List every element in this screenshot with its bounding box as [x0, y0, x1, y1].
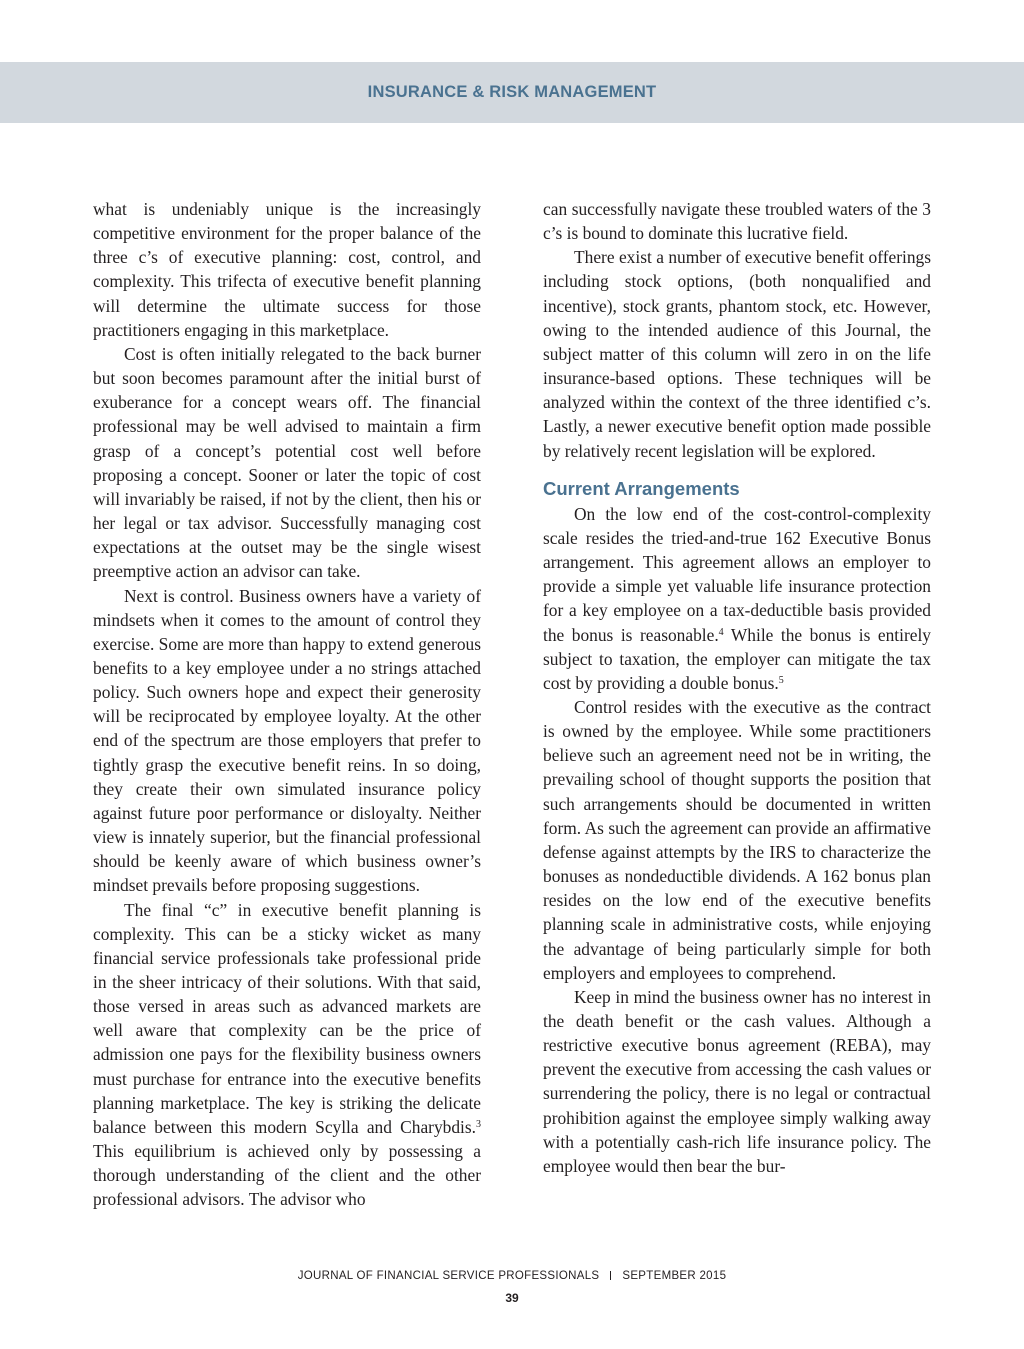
issue-date: SEPTEMBER 2015: [622, 1270, 727, 1282]
section-header: INSURANCE & RISK MANAGEMENT: [367, 83, 657, 101]
left-column: [93, 197, 481, 1212]
header-band: [0, 62, 1024, 123]
paragraph: Control resides with the executive as the contract is owned by the employee. While some practitioners believe such an agreement need not be in writing, the prevailing school of thought supports the position that such arrangements should be documented in written form. As such the agreement can provide an affirmative defense against attempts by the IRS to characterize the bonuses as nondeductible dividends. A 162 bonus plan resides on the low end of the executive benefits planning scale in administrative costs, while enjoying the advantage of being particularly simple for both employers and employees to comprehend.: [543, 696, 931, 983]
paragraph-text: The final “c” in executive benefit planning is complexity. This can be a sticky wicket as many financial service professionals take professional pride in the sheer intricacy of their solutions. With that said, those versed in areas such as advanced markets are well aware that complexity can be the price of admission one pays for the flexibility business owners must purchase for entrance into the executive benefits planning marketplace. The key is striking the delicate balance between this modern Scylla and Charybdis.: [93, 899, 481, 1137]
page-number: 39: [505, 1291, 519, 1305]
paragraph: Cost is often initially relegated to the back burner but soon becomes paramount after the initial burst of exuberance for a concept wears off. The financial professional may be well advised to maintain a firm grasp of a concept’s potential cost well before proposing a concept. Sooner or later the topic of cost will invariably be raised, if not by the client, then his or her legal or tax advisor. Successfully managing cost expectations at the outset may be the single wisest preemptive action an advisor can take.: [93, 343, 481, 582]
paragraph: There exist a number of executive benefit offerings including stock options, (both nonqualified and incentive), stock grants, phantom stock, etc. However, owing to the intended audience of this Journal, the subject matter of this column will zero in on the life insurance-based options. These techniques will be analyzed within the context of the three identified c’s. Lastly, a newer executive benefit option made possible by relatively recent legislation will be explored.: [543, 247, 931, 461]
paragraph: can successfully navigate these troubled waters of the 3 c’s is bound to dominate this lucrative field.: [543, 199, 931, 244]
paragraph: Next is control. Business owners have a variety of mindsets when it comes to the amount of control they exercise. Some are more than happy to extend generous benefits to a key employee under a no strings attached policy. Such owners hope and expect their generosity will be reciprocated by employee loyalty. At the other end of the spectrum are those employers that prefer to tightly grasp the executive benefit reins. In so doing, they create their own simulated insurance policy against future poor performance or disloyalty. Neither view is innately superior, but the financial professional should be keenly aware of which business owner’s mindset prevails before proposing suggestions.: [93, 585, 481, 896]
footer-separator: [610, 1271, 611, 1280]
footnote-ref: 3: [476, 1118, 481, 1130]
paragraph-text: On the low end of the cost-control-complexity scale resides the tried-and-true 162 Executive Bonus arrangement. This agreement allows an employer to provide a simple yet valuable life insurance protection for a key employee on a tax-deductible basis provided the bonus is reasonable.: [543, 503, 931, 645]
footnote-ref: 5: [778, 674, 784, 686]
paragraph-text: This equilibrium is achieved only by possessing a thorough understanding of the client and the other professional advisors. The advisor who: [93, 1141, 481, 1210]
right-column: [543, 197, 931, 1178]
paragraph: [543, 502, 931, 695]
paragraph: [93, 898, 481, 1212]
paragraph-text: While the bonus is entirely subject to taxation, the employer can mitigate the tax cost by providing a double bonus.: [543, 624, 931, 693]
section-subheading: Current Arrangements: [543, 477, 740, 499]
footnote-ref: 4: [718, 626, 724, 638]
paragraph: what is undeniably unique is the increasingly competitive environment for the proper balance of the three c’s of executive planning: cost, control, and complexity. This trifecta of executive benefit planning will determine the ultimate success for those practitioners engaging in this marketplace.: [93, 199, 481, 340]
footer: [0, 1270, 1024, 1282]
journal-name: JOURNAL OF FINANCIAL SERVICE PROFESSIONALS: [297, 1270, 600, 1282]
paragraph: Keep in mind the business owner has no interest in the death benefit or the cash values. Although a restrictive executive bonus agreement (REBA), may prevent the executive from accessing the cash values or surrendering the policy, there is no legal or contractual prohibition against the employee simply walking away with a potentially cash-rich life insurance policy. The employee would then bear the bur-: [543, 986, 931, 1176]
